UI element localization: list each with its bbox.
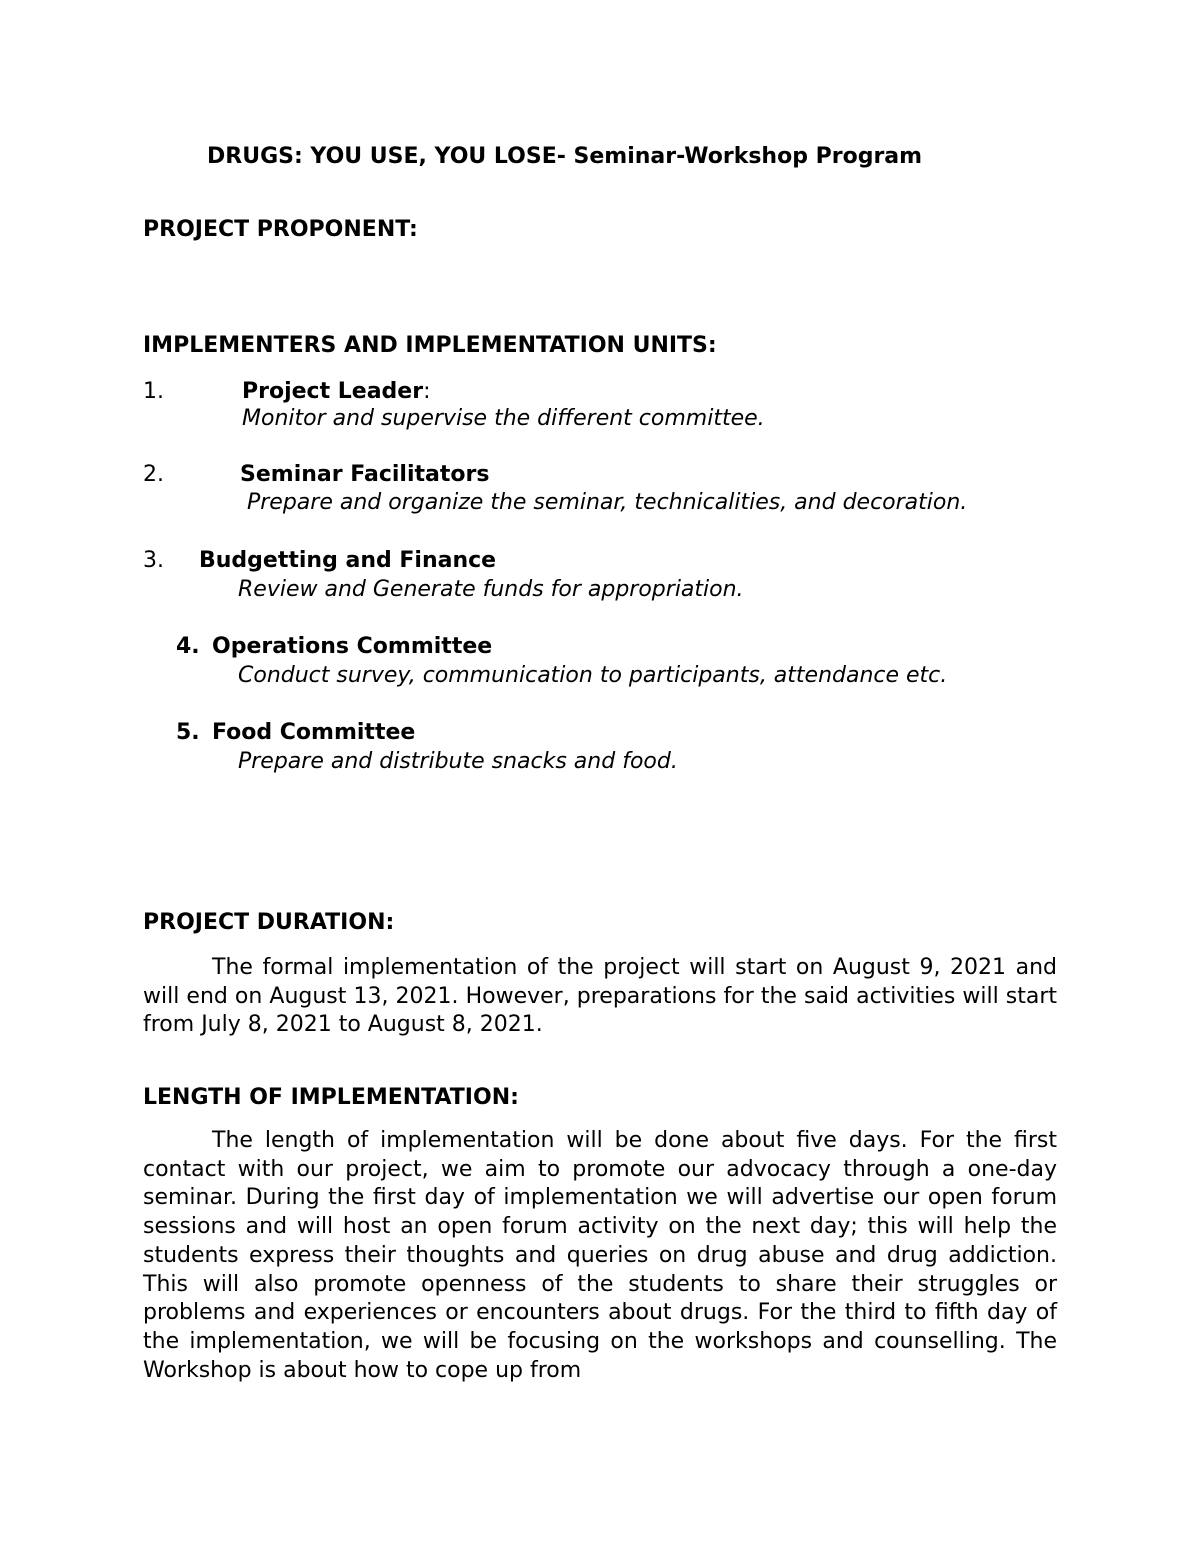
unit-name: Operations Committee [212, 634, 493, 659]
unit-name: Seminar Facilitators [240, 462, 490, 487]
unit-number: 3. [143, 548, 164, 573]
document-title: DRUGS: YOU USE, YOU LOSE- Seminar-Workshop Program [207, 144, 923, 169]
project-proponent-heading: PROJECT PROPONENT: [143, 217, 418, 242]
unit-description: Prepare and distribute snacks and food. [238, 749, 678, 774]
unit-number: 4. [176, 634, 200, 659]
unit-description: Review and Generate funds for appropriation. [238, 577, 744, 602]
unit-description: Monitor and supervise the different committee. [242, 406, 765, 431]
project-duration-heading: PROJECT DURATION: [143, 910, 395, 935]
unit-name-suffix: : [423, 379, 431, 404]
unit-number: 5. [176, 720, 200, 745]
unit-number: 1. [143, 379, 164, 404]
implementers-heading: IMPLEMENTERS AND IMPLEMENTATION UNITS: [143, 333, 717, 358]
unit-name: Food Committee [212, 720, 416, 745]
length-of-implementation-paragraph [143, 1127, 1057, 1385]
unit-name-text: Project Leader [242, 379, 424, 404]
length-of-implementation-text: The length of implementation will be done about five days. For the first contact with our project, we aim to promote our advocacy through a one-day seminar. During the first day of implementation we will advertise our open forum sessions and will host an open forum activity on the next day; this will help the students express their thoughts and queries on drug abuse and drug addiction. This will also promote openness of the students to share their struggles or problems and experiences or encounters about drugs. For the third to fifth day of the implementation, we will be focusing on the workshops and counselling. The Workshop is about how to cope up from [143, 1128, 1057, 1383]
unit-description: Conduct survey, communication to participants, attendance etc. [238, 663, 948, 688]
unit-description: Prepare and organize the seminar, technicalities, and decoration. [247, 490, 968, 515]
length-of-implementation-heading: LENGTH OF IMPLEMENTATION: [143, 1085, 519, 1110]
unit-name [242, 378, 431, 406]
project-duration-paragraph [143, 954, 1057, 1040]
project-duration-text: The formal implementation of the project will start on August 9, 2021 and will end on August 13, 2021. However, preparations for the said activities will start from July 8, 2021 to August 8, 2021. [143, 955, 1057, 1038]
unit-number: 2. [143, 462, 164, 487]
unit-name: Budgetting and Finance [199, 548, 497, 573]
